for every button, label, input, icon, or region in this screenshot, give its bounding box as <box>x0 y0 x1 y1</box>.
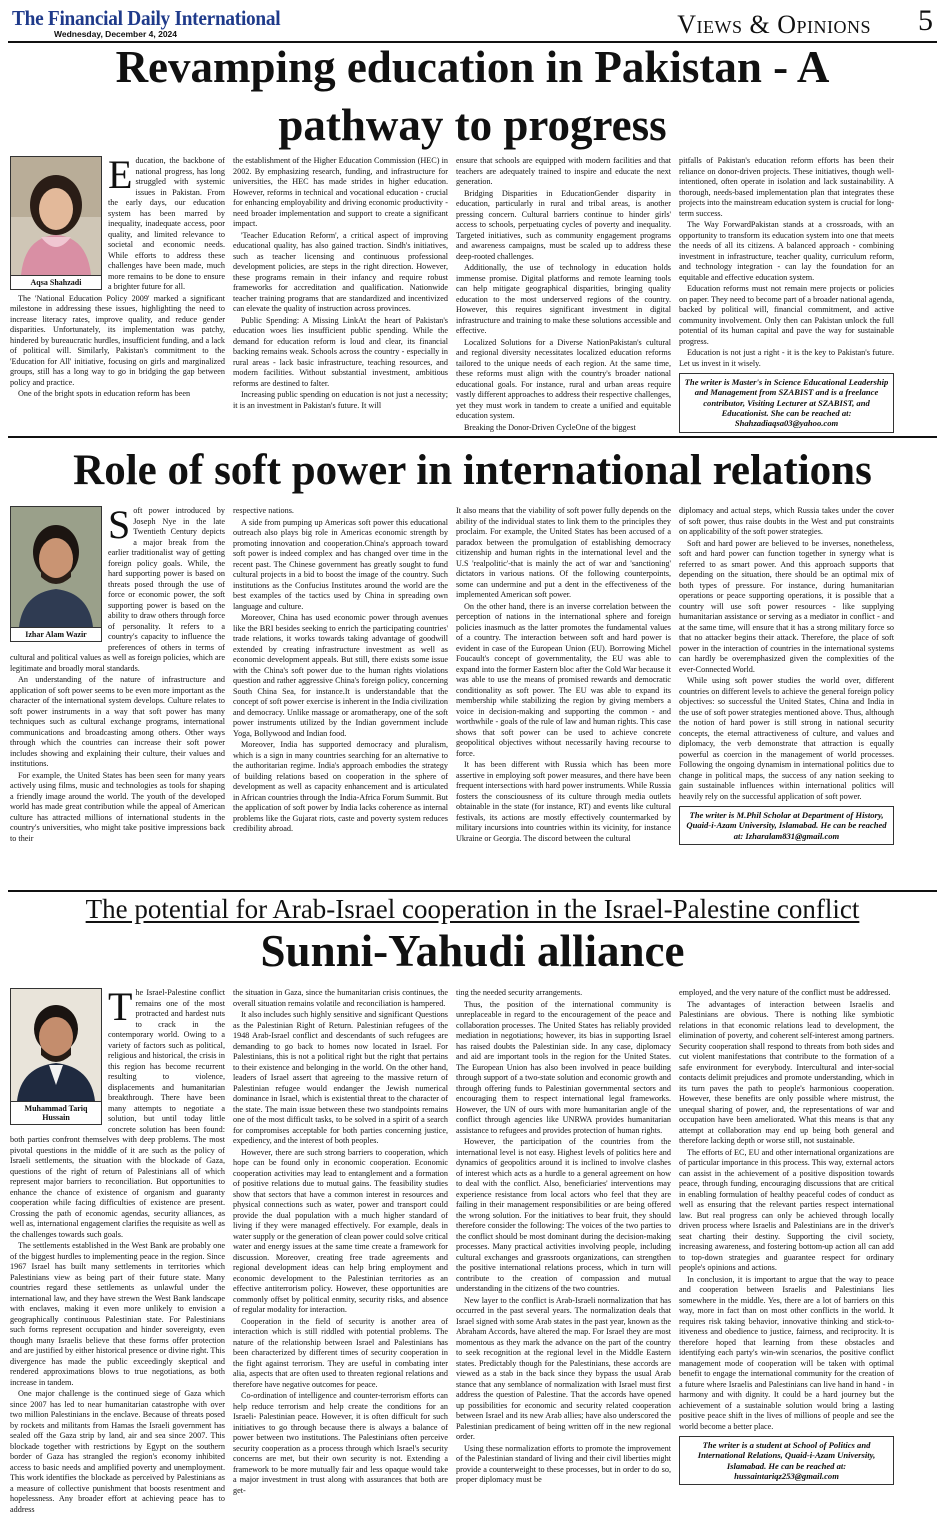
paragraph: The efforts of EC, EU and other international organizations are of particular importance in this process. This way, external actors can assist in the achievement of a positive disposition towards peace, through funding, encouraging discussions that are critical in enabling formulation of healthy peaceful codes of conduct as well as ensuring that the relevant parties respect international law. But real progress can only be achieved through locally driven process where Israelis and Palestinians are in the driver's seat charting their destiny. Supporting the civil society, increasing awareness, and fostering bottom-up action all can add to top-down strategies and guarantee respect for ordinary people's opinions and actions. <box>679 1147 894 1272</box>
paragraph: he Israel-Palestine conflict remains one of the most protracted and hardest nuts to crack in the contemporary world. Owing to a variety of factors such as political, religious and historical, the crisis in this region has become recurrent resulting to violence, displacements and humanitarian breakthrough. There have been many attempts to negotiate a solution, but until today little concrete solution has been found: both parties confront themselves with deep problems. The most pivotal questions in the middle of it are such as the policy of Israeli settlements, the situation with the blockade of Gaza, questions of the right of return of Palestinians all of which represent major barriers to reconciliation. But opportunities to enhance the chance of existence of organism and guaranty cooperation while facing difficulties of existence are present. Crossing the path of economic agendas, security alliances, as well as, international engagement clarifies the requisite as well as the challenges towards such goals. <box>10 988 225 1239</box>
paragraph: ensure that schools are equipped with modern facilities and that teachers are adequately trained to inspire and educate the next generation. <box>456 156 671 186</box>
paragraph: However, the participation of the countries from the international level is not easy. Highest levels of politics here and dynamics of geopolitics around it is inclined to involve clashes of interest which acts as a hurdle to a general agreement on how to deal with the conflict. Also, beneficiaries' interventions may experience resistance from local actors who feel that they are failing in their management responsibilities or are being offered the wrong solution. For the initiatives to bear fruit, they should therefore consider the following: The voices of the two parties to the conflict should be most dominant during the decision-making processes. Many practical activities involving people, including cultural exchanges and grassroots organizations, can strengthen the positive international relations process, which in turn will contribute to the creation of compassion and mutual understanding in the citizens of the two countries. <box>456 1137 671 1293</box>
author-photo <box>10 506 102 642</box>
article2-column-1 <box>10 502 225 881</box>
paragraph: While using soft power studies the world over, different countries on different levels to achieve the general foreign policy objectives: so successful the United States, China and India in the use of soft power strategies mentioned above. Thus, although the notion of hard power is still strong in national security concepts, the eternal attractiveness of culture, and values and diplomacy, the verb demonstrate that attraction is equally powerful as coercion in the management of world processes. Following the ongoing dynamism in international politics due to change in political maps, the success of any nation seeking to gain sustainable influences within international politics will heavily rely on the successful application of soft power. <box>679 676 894 801</box>
paragraph: For example, the United States has been seen for many years actively using films, music and technologies as tools for shaping a friendly image around the world. The youth of the developed world has made great contribution while the appeal of American culture has attracted millions of international students in the country's universities, who might take positive impressions back to their <box>10 770 225 843</box>
paragraph: One of the bright spots in education reform has been <box>18 389 191 398</box>
article3-column-4 <box>679 988 894 1514</box>
article3-column-2 <box>233 988 448 1514</box>
author-portrait <box>11 507 101 627</box>
paragraph: 'Teacher Education Reform', a critical aspect of improving educational quality, has also gained traction. Sindh's initiatives, such as teacher licensing and continuous professional development policies, are steps in the right direction. However, these programs remain in their infancy and require robust frameworks for accreditation and qualification. Nationwide teacher training programs that are standardized and incentivized can elevate the quality of instruction across provinces. <box>233 230 448 313</box>
paragraph: One major challenge is the continued siege of Gaza which since 2007 has led to near humanitarian catastrophe with over two million Palestinians in the enclave. Because of threats posed by rockets and militants from Hamas the Israeli government has sealed off the Gaza strip by land, air and sea since 2007. This blockade together with restrictions by Egypt on the southern border of Gaza has strangled the region's economy inhibited access to basic needs and amplified poverty and unemployment. This work identifies the blockade as perceived by Palestinians as a measure of collective punishment that boosts resentment and hopelessness. Any broader effort at achieving peace has to address <box>10 1389 225 1514</box>
paragraph: In conclusion, it is important to argue that the way to peace and cooperation between Israelis and Palestinians lies somewhere in the middle. Yes, there are a lot of barriers on this way, more in fact than on most other conflicts in the world. It requires risk taking behavior, innovative thinking and stick-to-itiveness and obedience to justice, fairness, and reciprocity. It is therefore hoped that learning from these obstacles and identifying each party's win-win scenarios, the positive conflict management mode of cooperation will be taken with optimal benefit to engage the international community for the creation of a future where Israelis and Palestinians can live hand in hand - in harmony and with dignity. It could be a hard journey but the achievement of a sustainable solution would bring a lasting positive peace shift in the lives of millions of people and see the world become a better place. <box>679 1274 894 1431</box>
paragraph: Cooperation in the field of security is another area of interaction which is still riddled with potential problems. The nature of the relationship between Israel and Palestinians has been characterized by different times of security cooperation in the fight against terrorism. They are useful in combating inter alia, aspects that are often used to threaten regional relations and therefore have negative outcomes for peace. <box>233 1316 448 1389</box>
paragraph: Moreover, China has used economic power through avenues like the BRI besides seeking to enrich the participating countries' trade relations, it works towards taking advantage of goodwill extended by creating infrastructure investment as well as economic development appeals. But still, there exists some issue with the China's soft power due to the human rights violations question and rather aggressive China's foreign policy, concerning South China Sea, for instance.It is understandable that the concept of soft power exercise is inherent in the India civilization and democracy. Unlike massage or aromatherapy, one of the soft power instruments utilized by the Indian government include Yoga, Bollywood and Indian food. <box>233 613 448 738</box>
paragraph: The 'National Education Policy 2009' marked a significant milestone in addressing these issues, highlighting the need to increase literacy rates, improve quality, and reduce gender disparities. Unfortunately, its implementation was patchy, hindered by bureaucratic hurdles, insufficient funding, and a lack of political will. Similarly, Pakistan's commitment to the 'Education for All' initiative, focusing on girls and marginalized groups, still has a long way to go in bridging the gap between policy and practice. <box>10 293 225 387</box>
paragraph: However, there are such strong barriers to cooperation, which hope can be found only in economic cooperation. Economic cooperation activities may lead to entanglement and a formation of positive relations due to mutual gains. The feasibility studies show that sectors that have a common interest in resources and physical connections such as water, power and transport could provide the dual population with a much higher standard of living if they were managed effectively. For example, deals in water supply or the generation of clean power could solve critical water and energy issues at the same time create a framework for discussion. Moreover, creating free trade agreements and regional development ideas can help bring employment and economic development to the Palestinian territories as an effective antiterrorism policy. However, these opportunities are commonly offset by political enmity, security risks, and absence of regular modality for interaction. <box>233 1147 448 1314</box>
paragraph: the establishment of the Higher Education Commission (HEC) in 2002. By emphasizing research, funding, and infrastructure for universities, the HEC has made strides in higher education. However, reforms in technical and vocational education - crucial for enhancing employability and driving economic productivity - need broader implementation and support to create a significant impact. <box>233 156 448 228</box>
article1-column-4 <box>679 156 894 429</box>
author-bio: The writer is M.Phil Scholar at Department of History, Quaid-i-Azam University, Islamabad. He can be reached at: Izharalam831@gmail.com <box>679 806 894 845</box>
section-divider <box>8 890 937 892</box>
paragraph: Bridging Disparities in EducationGender disparity in education, particularly in rural and tribal areas, is another pressing concern. Cultural barriers continue to hinder girls' access to schools, perpetuating cycles of poverty and inequality. Targeted initiatives, such as community engagement programs and awareness campaigns, must be scaled up to address these deep-rooted challenges. <box>456 188 671 261</box>
paragraph: Thus, the position of the international community is unreplaceable in regard to the encouragement of the peace and collaboration processes. The United States has reliably provided mediation in negotiations; however, its bias in supporting Israel has raised doubts the Palestinian side. In any case, diplomacy and aid are important tools in the region for the United States. The European Union has also been involved in peace building through support of a two-state solution and economic growth and through offering funds to Palestinian governmental sectors and encouraging them to respect international legal frameworks. However, the UN of ours with more humanitarian angle of the conflict through agencies like UNRWA provides humanitarian assistance to refugees and provides protection of human rights. <box>456 999 671 1135</box>
paragraph: respective nations. <box>233 506 294 515</box>
paragraph: The advantages of interaction between Israelis and Palestinians are obvious. There is nothing like symbiotic relations in that economic relations lead to development, the elimination of poverty, and coherent self-interest among partners. Security cooperation shall respond to threats from both sides and cut violent manifestations that contribute to the formation of a safe environment for everybody. Intercultural and inter-social contacts delimit prejudices and promote understanding, which in its turn paves the path to people's harmonious cooperation. However, these benefits are only possible where mistrust, the unequal sharing of power, and, the representations of war and occupation have been ameliorated. What this means is that any attempt at collaboration may end up being both general and therefore lacking depth or worse still, not sustainable. <box>679 999 894 1145</box>
paragraph: Additionally, the use of technology in education holds immense promise. Digital platforms and remote learning tools can help mitigate geographical disparities, bringing quality education to the most underserved regions of the country. However, this requires significant investment in digital infrastructure and training to make these solutions accessible and effective. <box>456 263 671 335</box>
paragraph: The settlements established in the West Bank are probably one of the biggest hurdles to implementing peace in the region. Since 1967 Israel has built many settlements in territories which Palestinians view as being part of their future state. Many countries regard these settlements as unlawful under the international law, and they have strewn the West Bank landscape with enclaves, making it even more unlikely to envision a geographically continuous Palestinian state. For Palestinians such forms represent occupation and hinder sovereignty, even though many Israelis believe that these forms offer protection and are justified by either historical presence or divine right. This divergence has made the public exceedingly skeptical and rendered approximations blows to true negotiations, as both increase in tandem. <box>10 1241 225 1387</box>
paragraph: pitfalls of Pakistan's education reform efforts has been their reliance on donor-driven projects. These initiatives, though well-intentioned, often operate in isolation and lack sustainability. A thorough, needs-based implementation plan that integrates these projects into the mainstream education system is crucial for long-term success. <box>679 156 894 218</box>
paper-name: The Financial Daily International <box>12 6 281 30</box>
drop-cap: T <box>108 984 133 1029</box>
paragraph: oft power introduced by Joseph Nye in the late Twentieth Century depicts a major break from the earlier traditionalist way of getting foreign policy goals. While, the hard supporting power is based on threats posed through the use of force or economic power, the soft supporting power is based on the ability to draw others through force of personality. It refers to a country's capacity to influence the preferences of others in terms of cultural and political values as well as foreign policies, which are legitimate and broadly moral standards. <box>10 506 225 673</box>
author-bio: The writer is Master's in Science Educational Leadership and Management from SZABIST and is a freelance contributor, Visiting Lecturer at SZABIST, and Educationist. She can be reached at: Shahzadiaqsa03@yahoo.com <box>679 373 894 433</box>
article3-kicker: The potential for Arab-Israel cooperation in the Israel-Palestine conflict <box>85 894 860 924</box>
paragraph: ducation, the backbone of national progress, has long struggled with systemic issues in Pakistan. From the early days, our education system has been marred by inequality, inadequate access, poor quality, and limited relevance to societal and economic needs. While efforts to address these challenges have been made, much more remains to be done to ensure a brighter future for all. <box>108 156 225 291</box>
article3-headline: Sunni-Yahudi alliance <box>260 926 685 976</box>
paragraph: Education reforms must not remain mere projects or policies on paper. They need to become part of a broader national agenda, backed by political will, financial commitment, and active community involvement. Only then can Pakistan unlock the full potential of its human capital and pave the way for sustainable progress. <box>679 284 894 346</box>
paragraph: the situation in Gaza, since the humanitarian crisis continues, the overall situation remains volatile and reconciliation is hampered. <box>233 988 448 1008</box>
author-photo <box>10 988 102 1125</box>
paragraph: ting the needed security arrangements. <box>456 988 583 997</box>
author-caption: Muhammad Tariq Hussain <box>11 1101 101 1124</box>
paragraph: Soft and hard power are believed to be inverses, nonetheless, soft and hard power can function together in synergy what is referred to as smart power. And this approach supports that depending on the situation, there should be an optimal mix of both types of pressure. For instance, during humanitarian operations or peace supporting operations, it is possible that a country will use soft power resources - like supplying humanitarian assistance or serving as a mediator in conflict - and at the same time, will ensure that it has a strong military force so that no attacker begins their attack. Therefore, the place of soft power in the interaction of countries in the international systems can hardly be overemphasized given the complexities of the ever-Connected World. <box>679 538 894 674</box>
paragraph: diplomacy and actual steps, which Russia takes under the cover of soft power, thus raise doubts in the West and put constraints on applicability of the soft power strategies. <box>679 506 894 536</box>
issue-date: Wednesday, December 4, 2024 <box>54 29 178 39</box>
article3-column-3 <box>456 988 671 1514</box>
paragraph: It also means that the viability of soft power fully depends on the ability of the individual states to link them to the principles they proclaim. For example, the United States has been accused of a paradox between the promulgation of establishing democracy citizenship and human rights in the international level and the U.S 'realpolitic'-that is mainly the act of war and 'sanctioning' dictators in various nations. Of the following counterpoints, some can undermine and put a dent in the effectiveness of the implemented American soft power. <box>456 506 671 599</box>
paragraph: Education is not just a right - it is the key to Pakistan's future. Let us invest in it wisely. <box>679 348 894 368</box>
section-title: Views & Opinions <box>677 10 871 39</box>
article3-column-1 <box>10 984 225 1514</box>
article1-column-2 <box>233 156 448 426</box>
paragraph: Co-ordination of intelligence and counter-terrorism efforts can help reduce terrorism and help create the conditions for an Israeli- Palestinian peace. However, it is often difficult for such initiatives to go through because there is always a balance of power between two institutions. The Palestinians often perceive security cooperation as a process through which Israel's security concerns are met, but their own security is not. Extending a framework to be more mutually fair and less opaque would take a major investment in trust along with assurances that both are get- <box>233 1391 448 1495</box>
author-caption: Aqsa Shahzadi <box>11 275 101 289</box>
author-photo <box>10 156 102 290</box>
paragraph: Breaking the Donor-Driven CycleOne of the biggest <box>464 422 636 432</box>
author-portrait <box>11 989 101 1101</box>
article2-column-2 <box>233 506 448 881</box>
section-divider <box>8 436 937 438</box>
paragraph: Using these normalization efforts to promote the improvement of the Palestinian standard of living and their civil liberties might provide a counterweight to these processes, but in order to do so, proper diplomacy must be <box>456 1443 671 1484</box>
drop-cap: E <box>108 152 133 197</box>
article2-headline: Role of soft power in international relations <box>73 447 872 494</box>
paragraph: Localized Solutions for a Diverse NationPakistan's cultural and regional diversity necessitates localized education reforms tailored to the unique needs of each region. At the same time, these reforms must align with the country's broader national educational goals. For instance, rural and urban areas require vastly different approaches to address their respective challenges, yet they must work in tandem to create a unified and equitable education system. <box>456 337 671 420</box>
paragraph: It also includes such highly sensitive and significant Questions as the Palestinian Right of Return. Palestinian refugees of the 1948 Arab-Israel conflict and descendants of such refugees are demanding to go back to homes now located in Israel. For Palestinians, this is not a political right but the right that pertains to their existence and belonging in the world. On the other hand, leaders of Israel assert that agreeing to the massive return of Palestinian refugee would endanger the Jewish numerical dominance in Israel, which is existential threat to the character of the state. The main issue between these two standpoints remains one of the most difficult tasks, to be solved in a spirit of a search for compromises acceptable for both parties concerning justice, expediency, and the interest of both peoples. <box>233 1010 448 1145</box>
author-portrait <box>11 157 101 275</box>
article1-column-3 <box>456 156 671 432</box>
article1-headline-line2: pathway to progress <box>278 100 667 150</box>
paragraph: On the other hand, there is an inverse correlation between the perception of nations in the international sphere and foreign policies inasmuch as the latter promotes the fundamental values of a country. The interaction between soft and hard power is evident in case of the European Union (EU). Borrowing Michel Foucault's concept of governmentality, the EU was able to expand into the former Eastern bloc after the Cold War because it was able to use the means of promised rewards and democratic conditionality as soft power. The EU was able to expand its membership while stabilizing the region by giving members a voice in decision-making and supporting the common - and worthwhile - goals of the rule of law and human rights. This case shows that soft power can be used to achieve concrete geopolitical objectives without necessarily having recourse to force. <box>456 601 671 758</box>
paragraph: An understanding of the nature of infrastructure and application of soft power seems to be even more important as the character of the international system develops. Culture relates to soft power instruments in a way that soft power has many techniques such as cultural exchange programs, international communications and broadcasting among others. Other ways through which the countries can increase their soft power includes showing and explaining their culture, their values and institutions. <box>10 675 225 768</box>
paragraph: Public Spending: A Missing LinkAt the heart of Pakistan's education woes lies insufficient public spending. While the demand for education reform is loud and clear, its financial backing remains weak. Schools across the country - especially in rural areas - lack basic infrastructure, teaching resources, and modern facilities. Without substantial investment, ambitious reforms are destined to falter. <box>233 315 448 388</box>
article2-column-3 <box>456 506 671 881</box>
author-bio: The writer is a student at School of Politics and International Relations, Quaid-i-Azam University, Islamabad. He can be reached at: hussaintariqz253@gmail.com <box>679 1436 894 1485</box>
article1-headline-line1: Revamping education in Pakistan - A <box>115 42 830 92</box>
paragraph: The Way ForwardPakistan stands at a crossroads, with an opportunity to transform its education system into one that meets the needs of all its citizens. A balanced approach - combining investment in infrastructure, teacher quality, curriculum reform, and technology integration - can lay the foundation for an equitable and effective education system. <box>679 220 894 282</box>
drop-cap: S <box>108 502 131 547</box>
article1-column-1 <box>10 152 225 426</box>
paragraph: employed, and the very nature of the conflict must be addressed. <box>679 988 891 997</box>
masthead <box>8 4 937 40</box>
paragraph: It has been different with Russia which has been more assertive in employing soft power measures, and there have been frequent intersections with hard power instruments. While Russia fosters the consciousness of its culture through media outlets obtainable in the state (for instance, RT) and events like cultural festivals, its actions are mostly effectively countermarked by military incursions into countries within its vicinity, for instance Ukraine or Georgia. The discord between the cultural <box>456 760 671 843</box>
article2-column-4 <box>679 506 894 881</box>
paragraph: A side from pumping up Americas soft power this educational outreach also plays big role in Americas economic strength by promoting innovation and cooperation.China's approach toward soft power is indeed complex and has changed over time in the recent past. The Chinese government has greatly sought to fund cultural projects in a bid to boost the image of the country. Such institutions as the Confucius Institutes around the world are the best examples of the tactics used by China in spreading own language and culture. <box>233 517 448 611</box>
author-caption: Izhar Alam Wazir <box>11 627 101 641</box>
page-number: 5 <box>918 4 933 37</box>
paragraph: Increasing public spending on education is not just a necessity; it is an investment in Pakistan's future. It will <box>233 390 448 410</box>
paragraph: Moreover, India has supported democracy and pluralism, which is a sign in many countries searching for an alternative to the authoritarian regime. India's approach embodies the strategy of building relations based on cooperation in the sphere of development as well as capacity enhancement and is articulated in African countries through the India-Africa Forum Summit. But the application of soft power by India lacks coherence as internal problems like the Gujarat riots, caste and poverty system reduces credibility abroad. <box>233 740 448 833</box>
paragraph: New layer to the conflict is Arab-Israeli normalization that has occurred in the past several years. The normalization deals that Israel signed with some Arab states in the past year, known as the Abraham Accords, have altered the map. For Israel they are most momentous as they mark the advance on the part of the country to seek recognition at the regional level in the Middle Eastern states. Predictably though for the Palestinians, these accords are viewed as a stab in the back since they bypass the usual Arab stance that any semblance of normalization with Israel must first address the question of Palestine. That the accords have opened up possibilities for economic and security related cooperation between Israel and its new Arab allies; have also underscored the Palestinian predicament of being written off in the new regional order. <box>456 1295 671 1441</box>
